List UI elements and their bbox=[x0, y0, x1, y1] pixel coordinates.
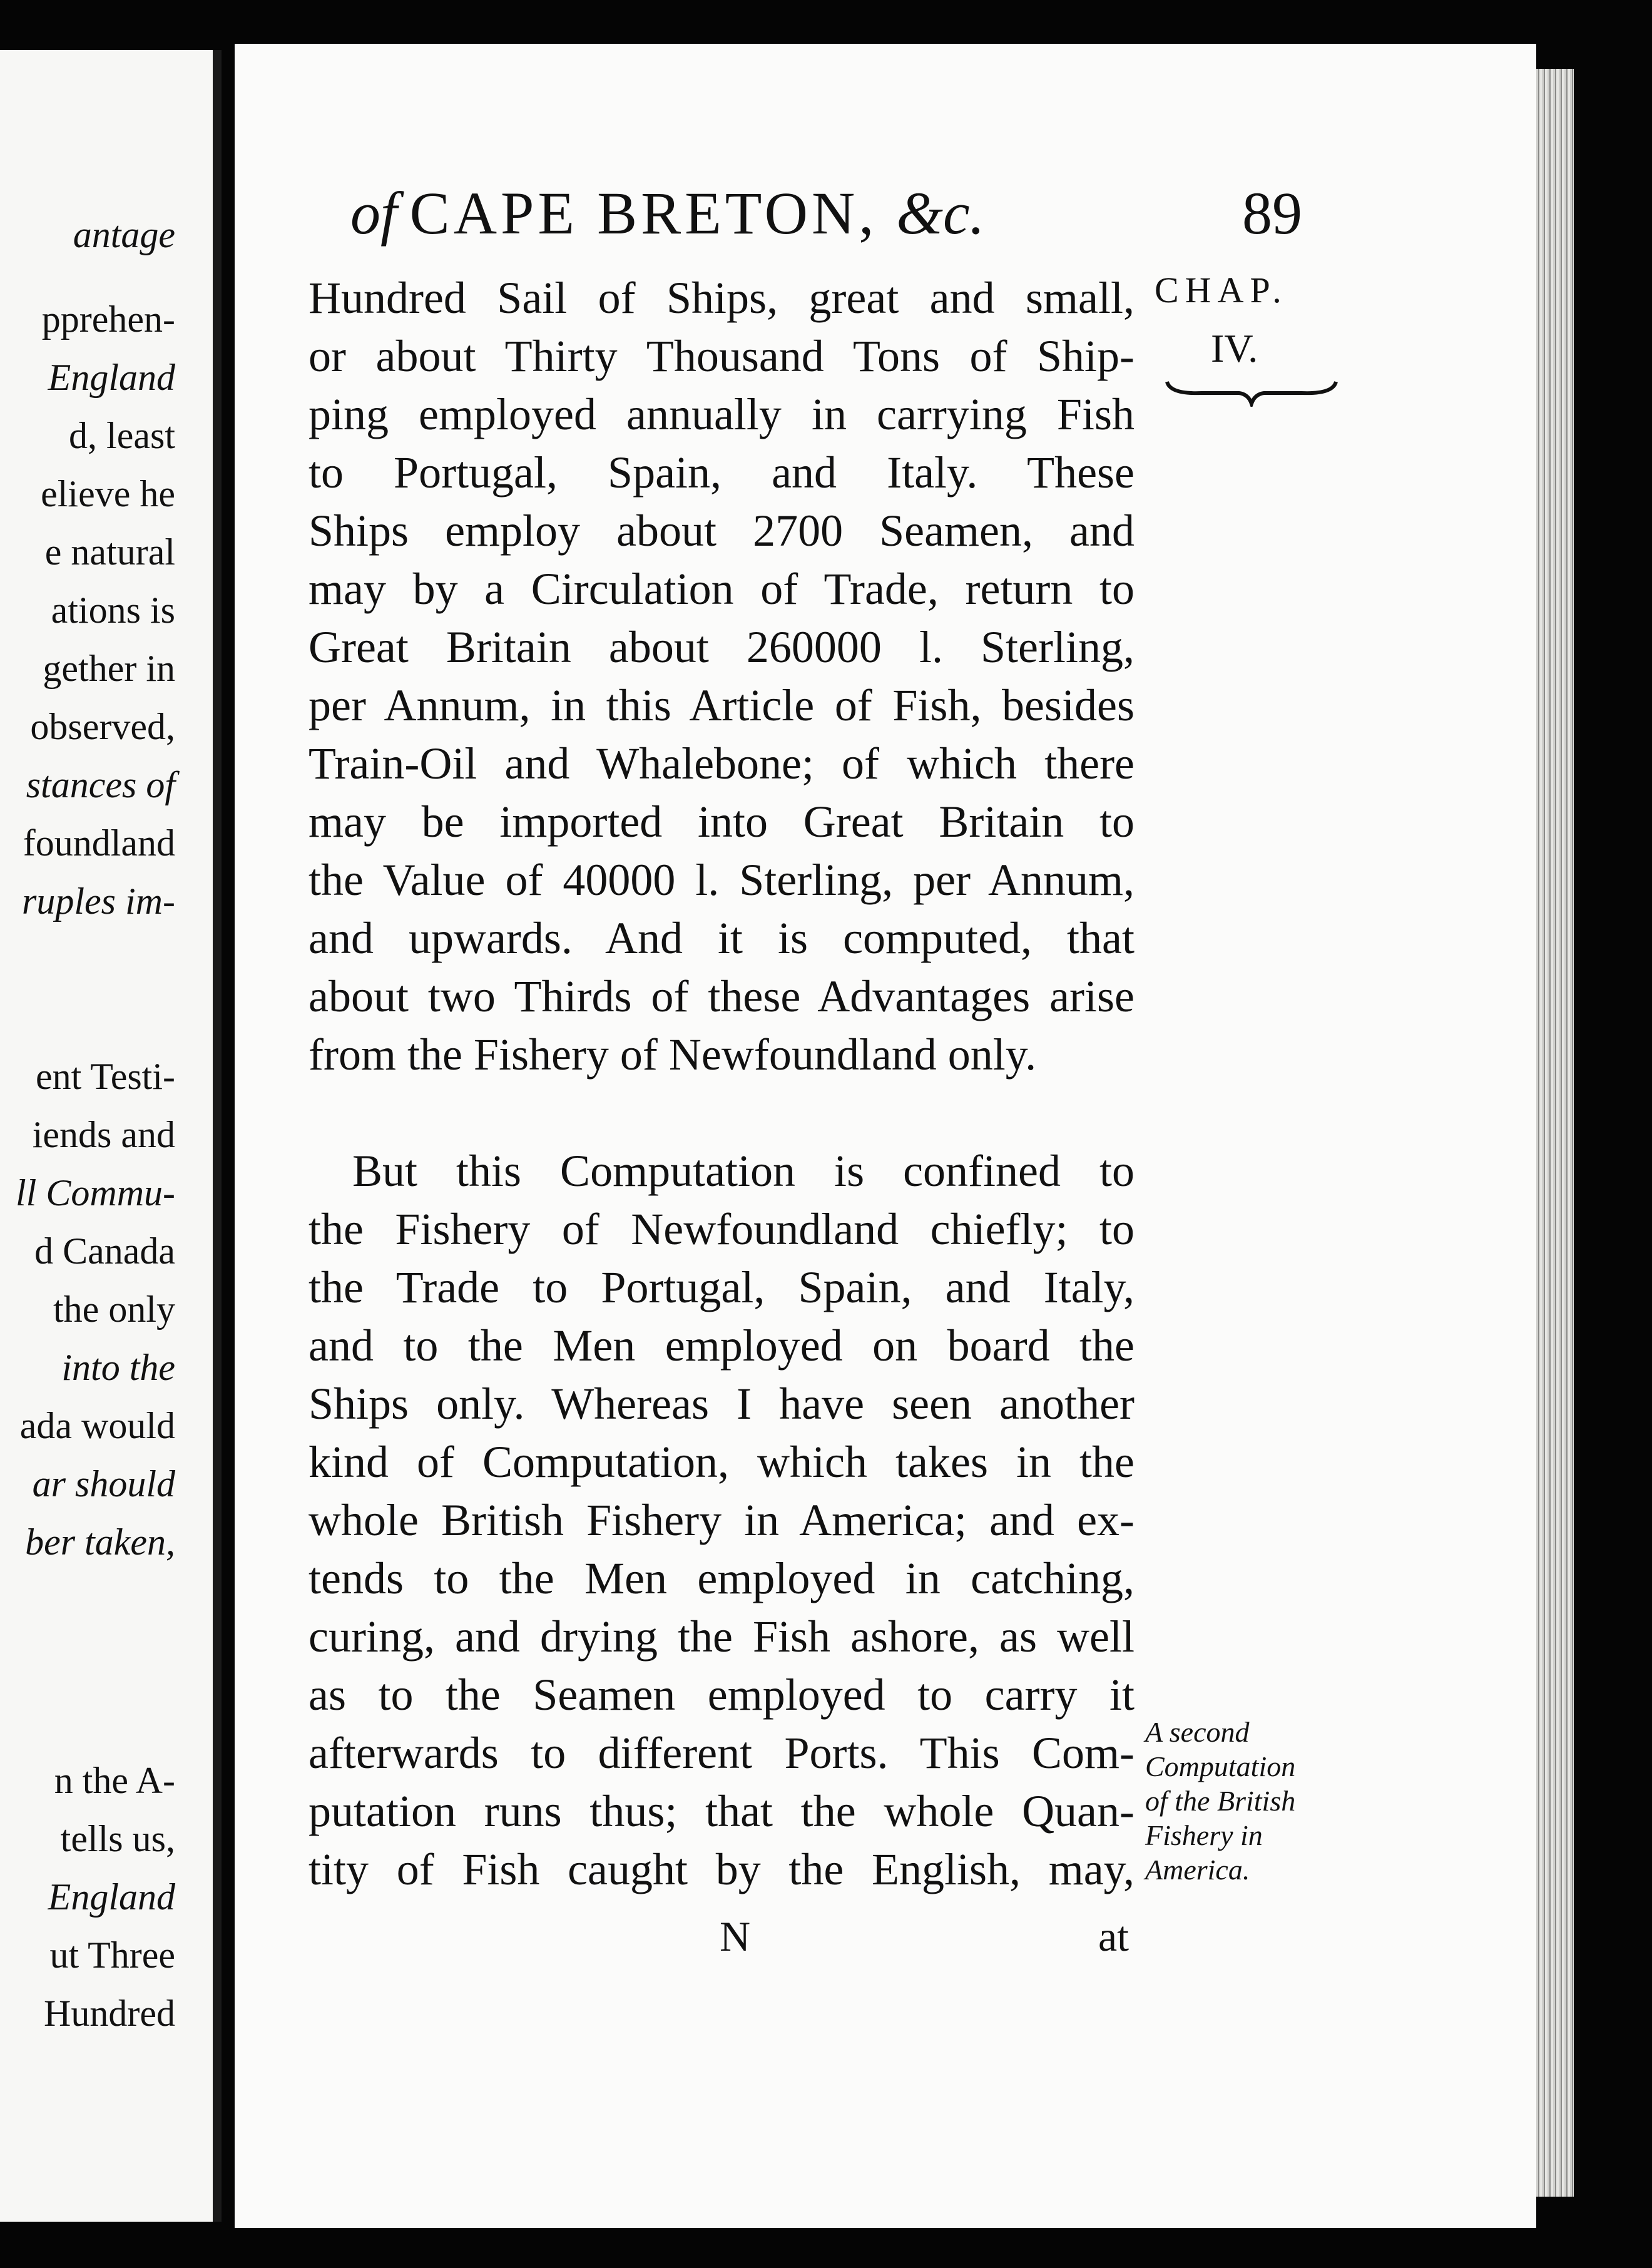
body-line: tends to the Men employed in catching, bbox=[308, 1553, 1134, 1603]
sidenote-line: A second bbox=[1145, 1716, 1250, 1748]
left-page-line: ut Three bbox=[49, 1934, 175, 1976]
body-line: Train-Oil and Whalebone; of which there bbox=[308, 738, 1134, 789]
left-page-line: gether in bbox=[43, 648, 175, 689]
body-line: and to the Men employed on board the bbox=[308, 1320, 1134, 1371]
chapter-label: CHAP. bbox=[1155, 270, 1288, 310]
catchword: at bbox=[1098, 1913, 1129, 1960]
body-line: kind of Computation, which takes in the bbox=[308, 1437, 1134, 1487]
left-page-line: ada would bbox=[19, 1405, 175, 1446]
left-page-line: antage bbox=[73, 214, 175, 255]
left-page-line: ber taken, bbox=[25, 1521, 175, 1563]
sidenote-line: Computation bbox=[1145, 1750, 1296, 1782]
body-line: afterwards to different Ports. This Com- bbox=[308, 1728, 1134, 1778]
body-line: and upwards. And it is computed, that bbox=[308, 913, 1134, 963]
body-line: putation runs thus; that the whole Quan- bbox=[308, 1786, 1134, 1836]
left-page-line: e natural bbox=[44, 531, 175, 573]
body-line: But this Computation is confined to bbox=[352, 1146, 1134, 1196]
left-page-line: England bbox=[48, 357, 175, 398]
left-page-line: ar should bbox=[32, 1463, 175, 1504]
left-page-line: foundland bbox=[23, 822, 175, 864]
body-line: curing, and drying the Fish ashore, as well bbox=[308, 1612, 1134, 1662]
left-page-line: pprehen- bbox=[41, 299, 175, 340]
body-line: may be imported into Great Britain to bbox=[308, 797, 1134, 847]
body-line: or about Thirty Thousand Tons of Ship- bbox=[308, 331, 1134, 381]
header-title: CAPE BRETON, bbox=[409, 180, 878, 247]
sidenote-line: America. bbox=[1145, 1854, 1250, 1886]
left-page-line: tells us, bbox=[60, 1818, 175, 1859]
body-line: the Value of 40000 l. Sterling, per Annum, bbox=[308, 855, 1134, 905]
left-page-line: stances of bbox=[26, 764, 175, 805]
body-line: tity of Fish caught by the English, may, bbox=[308, 1844, 1134, 1894]
body-line: Ships only. Whereas I have seen another bbox=[308, 1379, 1134, 1429]
running-header bbox=[350, 178, 985, 248]
left-page-line: elieve he bbox=[41, 473, 175, 514]
header-etc: &c. bbox=[896, 180, 985, 247]
body-line: about two Thirds of these Advantages arise bbox=[308, 971, 1134, 1021]
body-line: the Fishery of Newfoundland chiefly; to bbox=[308, 1204, 1134, 1254]
left-page-line: d, least bbox=[69, 415, 175, 456]
left-page-line: Hundred bbox=[44, 1993, 175, 2034]
page-edges bbox=[1536, 69, 1574, 2197]
body-line: from the Fishery of Newfoundland only. bbox=[308, 1029, 1037, 1080]
brace-ornament bbox=[1164, 375, 1339, 407]
body-line: Hundred Sail of Ships, great and small, bbox=[308, 273, 1134, 323]
body-line: whole British Fishery in America; and ex- bbox=[308, 1495, 1134, 1545]
left-page-line: ll Commu- bbox=[16, 1172, 175, 1213]
body-line: Great Britain about 260000 l. Sterling, bbox=[308, 622, 1134, 672]
page-number: 89 bbox=[1242, 180, 1302, 247]
header-of: of bbox=[350, 180, 397, 247]
sidenote-line: of the British bbox=[1145, 1785, 1296, 1817]
left-page-line: ations is bbox=[51, 590, 175, 631]
left-page-line: England bbox=[48, 1876, 175, 1918]
left-page-line: ruples im- bbox=[22, 881, 175, 922]
left-page-line: the only bbox=[53, 1289, 175, 1330]
body-line: the Trade to Portugal, Spain, and Italy, bbox=[308, 1262, 1134, 1312]
left-page-line: iends and bbox=[32, 1114, 175, 1155]
body-line: to Portugal, Spain, and Italy. These bbox=[308, 447, 1134, 498]
body-line: per Annum, in this Article of Fish, besides bbox=[308, 680, 1134, 730]
sidenote-line: Fishery in bbox=[1145, 1819, 1263, 1851]
left-page-line: ent Testi- bbox=[36, 1056, 175, 1097]
left-page-line: d Canada bbox=[34, 1230, 175, 1272]
body-line: Ships employ about 2700 Seamen, and bbox=[308, 506, 1134, 556]
left-page-line: n the A- bbox=[54, 1760, 175, 1801]
left-facing-page bbox=[0, 50, 222, 2222]
left-page-line: observed, bbox=[30, 706, 175, 747]
signature-mark: N bbox=[720, 1913, 751, 1960]
left-page-line: into the bbox=[61, 1347, 175, 1388]
body-line: ping employed annually in carrying Fish bbox=[308, 389, 1134, 439]
body-line: may by a Circulation of Trade, return to bbox=[308, 564, 1134, 614]
chapter-number: IV. bbox=[1211, 326, 1258, 370]
body-line: as to the Seamen employed to carry it bbox=[308, 1670, 1134, 1720]
